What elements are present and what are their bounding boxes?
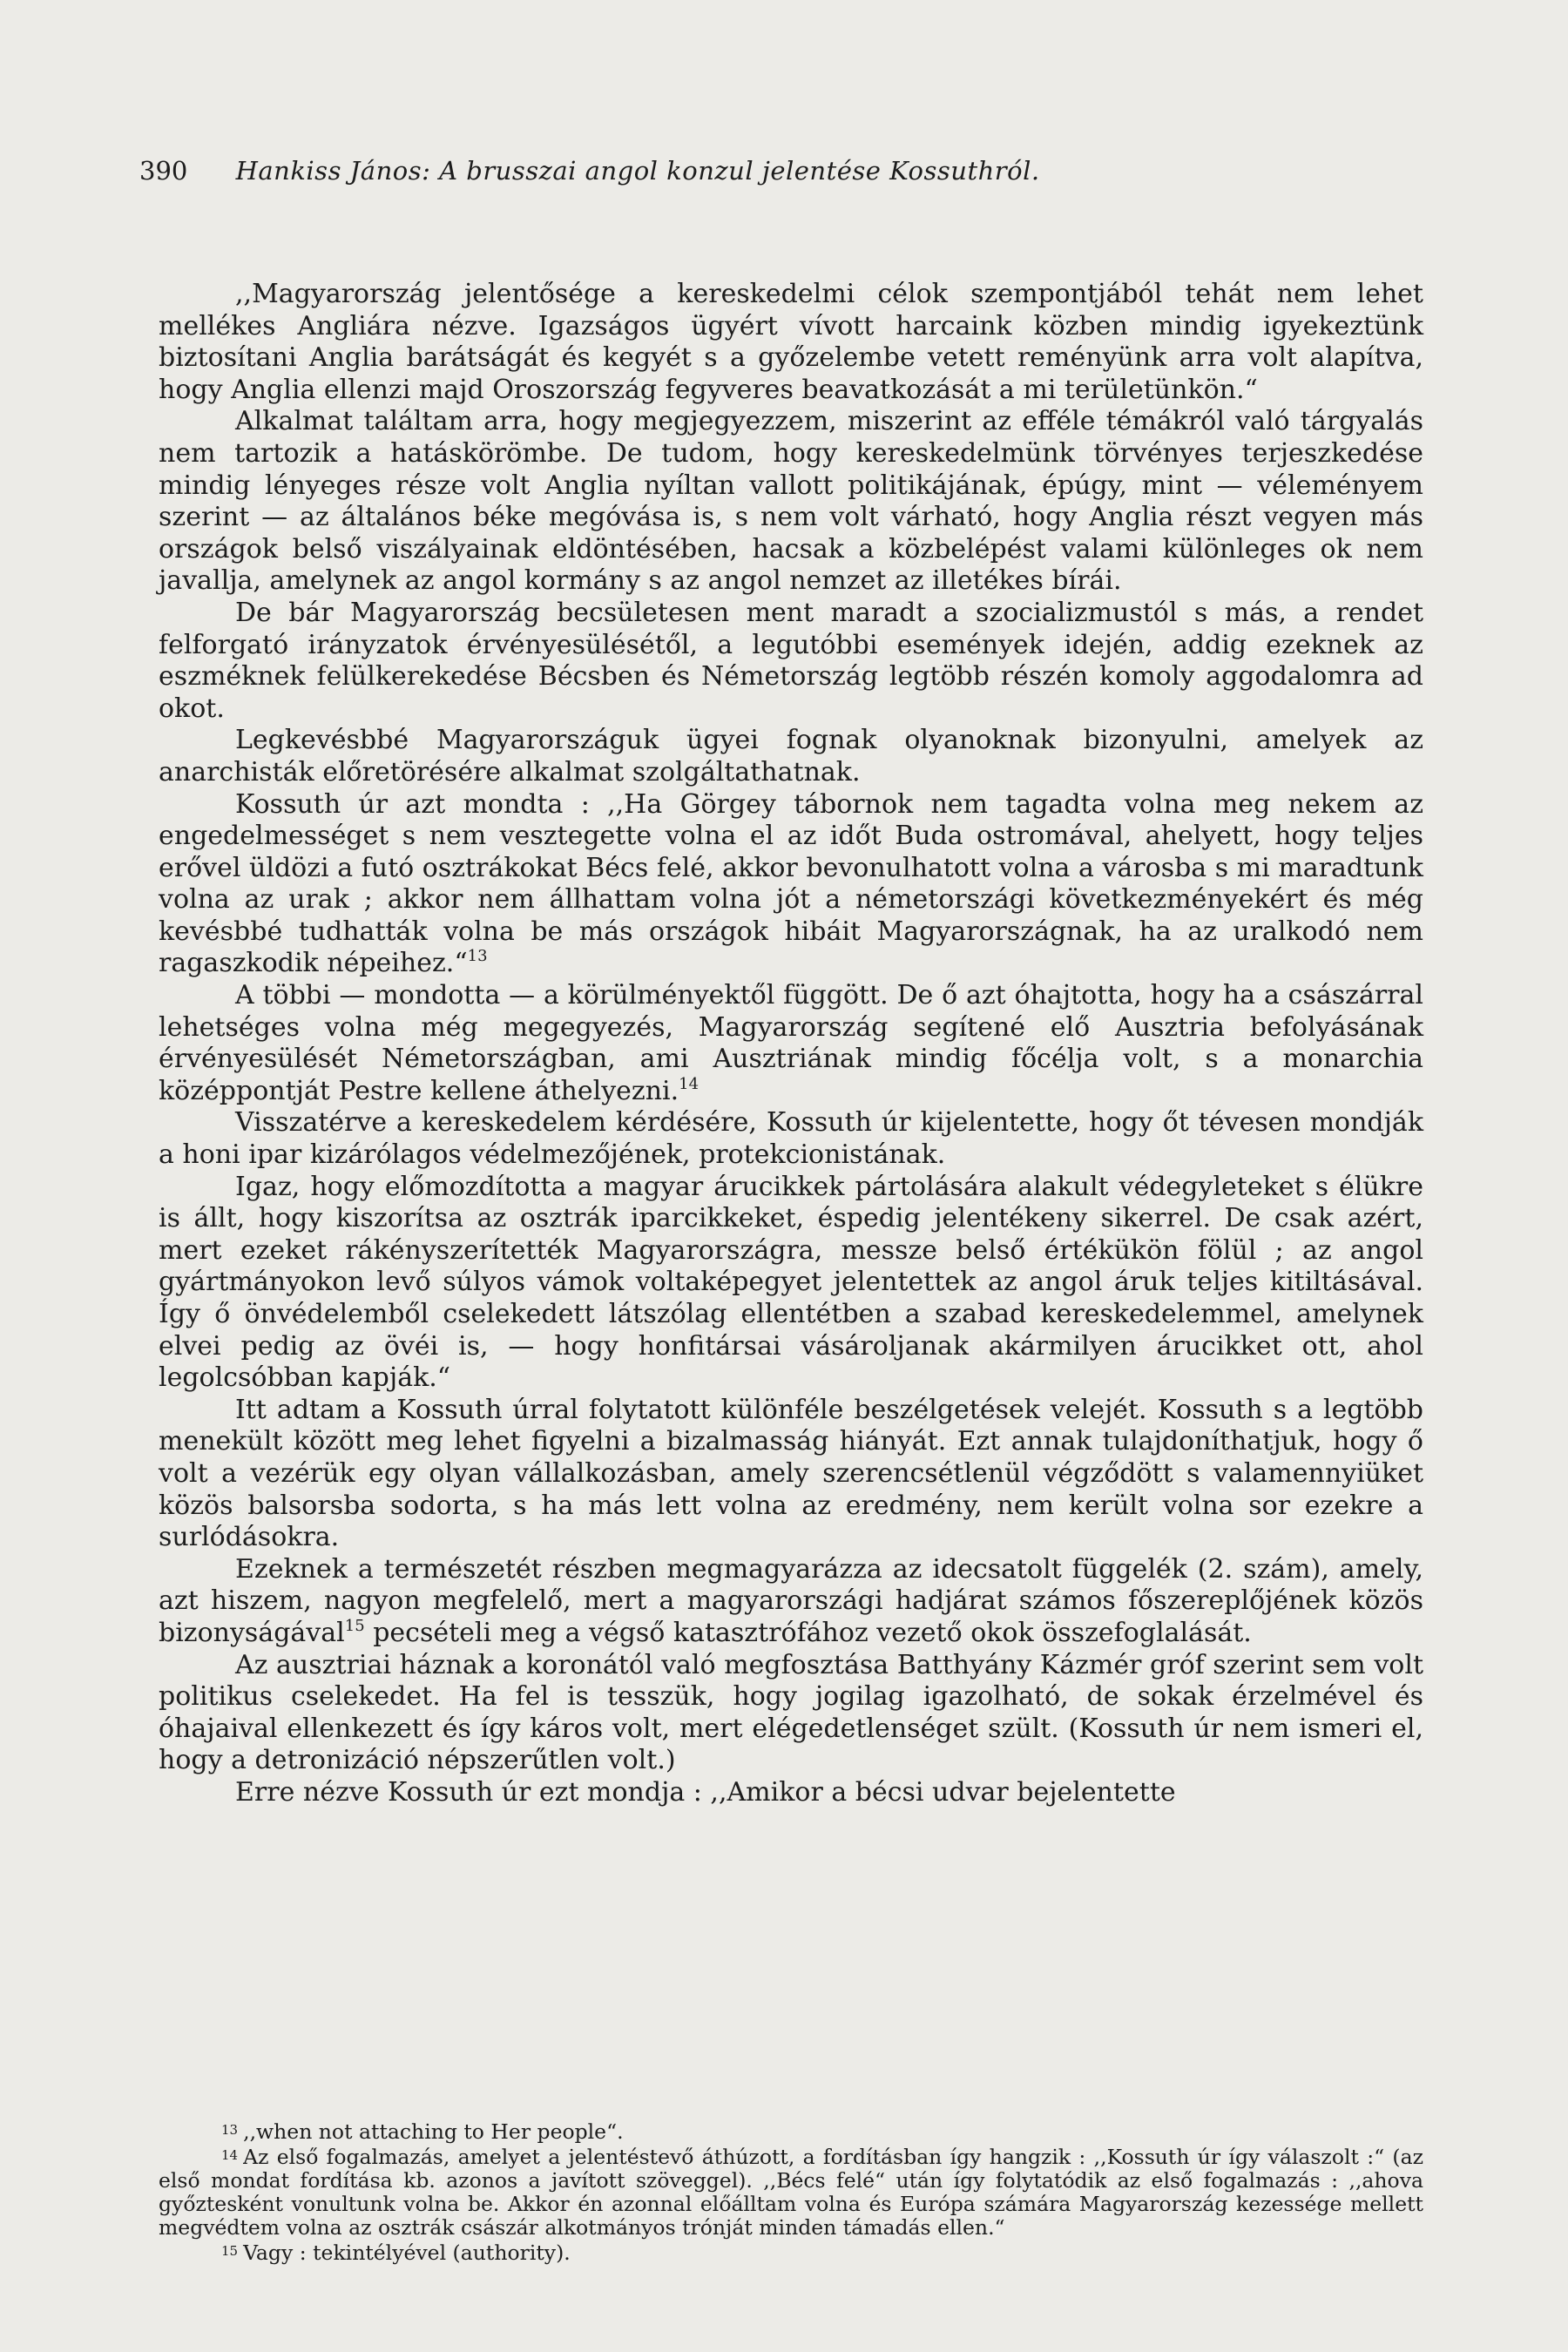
footnote-ref: 15	[344, 1616, 365, 1635]
footnote: $^{14}$ Az első fogalmazás, amelyet a jelentéstevő áthúzott, a fordításban így hangzik : ,,Kossuth úr így válaszolt :“ (az első mondat fordítása kb. azonos a javított szöveggel). ,,Bécs felé“ után így folytatódik az első fogalmazás : ,,ahova győztesként vonultunk volna be. Akkor én azonnal előálltam volna és Európa számára Magyarország kezessége mellett megvédtem volna az osztrák császár alkotmányos trónját minden támadás ellen.“	[159, 2145, 1423, 2240]
paragraph: Az ausztriai háznak a koronától való megfosztása Batthyány Kázmér gróf szerint sem volt politikus cselekedet. Ha fel is tesszük, hogy jogilag igazolható, de sokak érzelmével és óhajaival ellenkezett és így káros volt, mert elégedetlenséget szült. (Kossuth úr nem ismeri el, hogy a detronizáció népszerűtlen volt.)	[159, 1649, 1423, 1776]
page-number: 390	[139, 156, 188, 186]
footnote-ref: 14	[679, 1074, 700, 1093]
footnote-number: 14	[221, 2147, 239, 2163]
paragraph: Itt adtam a Kossuth úrral folytatott különféle beszélgetések velejét. Kossuth s a legtöbb menekült között meg lehet figyelni a bizalmasság hiányát. Ezt annak tulajdoníthatjuk, hogy ő volt a vezérük egy olyan vállalkozásban, amely szerencsétlenül végződött s valamennyiüket közös balsorsba sodorta, s ha más lett volna az eredmény, nem került volna sor ezekre a surlódásokra.	[159, 1394, 1423, 1553]
paragraph: A többi — mondotta — a körülményektől függött. De ő azt óhajtotta, hogy ha a császárral lehetséges volna még megegyezés, Magyarország segítené elő Ausztria befolyásának érvényesülését Németországban, ami Ausztriának mindig főcélja volt, s a monarchia középpontját Pestre kellene áthelyezni.$^{14}$	[159, 980, 1423, 1106]
footnote: $^{13}$ ,,when not attaching to Her people“.	[221, 2119, 624, 2144]
running-header	[139, 155, 1429, 186]
footnote-number: 15	[221, 2243, 239, 2259]
paragraph: Erre nézve Kossuth úr ezt mondja : ,,Amikor a bécsi udvar bejelentette	[235, 1776, 1176, 1808]
footnote: $^{15}$ Vagy : tekintélyével (authority).	[221, 2240, 571, 2265]
paragraph: Alkalmat találtam arra, hogy megjegyezzem, miszerint az efféle témákról való tárgyalás nem tartozik a hatáskörömbe. De tudom, hogy kereskedelmünk törvényes terjeszkedése mindig lényeges része volt Anglia nyíltan vallott politikájának, épúgy, mint — véleményem szerint — az általános béke megóvása is, s nem volt várható, hogy Anglia részt vegyen más országok belső viszályainak eldöntésében, hacsak a közbelépést valami különleges ok nem javallja, amelynek az angol kormány s az angol nemzet az illetékes bírái.	[159, 406, 1423, 597]
footnote-ref: 13	[467, 947, 488, 966]
paragraph: ,,Magyarország jelentősége a kereskedelmi célok szempontjából tehát nem lehet mellékes Angliára nézve. Igazságos ügyért vívott harcaink közben mindig igyekeztünk biztosítani Anglia barátságát és kegyét s a győzelembe vetett reményünk arra volt alapítva, hogy Anglia ellenzi majd Oroszország fegyveres beavatkozását a mi területünkön.“	[159, 279, 1423, 405]
paragraph: Ezeknek a természetét részben megmagyarázza az idecsatolt függelék (2. szám), amely, azt hiszem, nagyon megfelelő, mert a magyarországi hadjárat számos főszereplőjének közös bizonyságával$^{15}$ pecsételi meg a végső katasztrófához vezető okok összefoglalását.	[159, 1553, 1423, 1648]
main-text	[159, 279, 1423, 1809]
paragraph: Legkevésbbé Magyarországuk ügyei fognak olyanoknak bizonyulni, amelyek az anarchisták előretörésére alkalmat szolgáltathatnak.	[159, 725, 1423, 787]
paragraph: Igaz, hogy előmozdította a magyar árucikkek pártolására alakult védegyleteket s élükre is állt, hogy kiszorítsa az osztrák iparcikkeket, éspedig jelentékeny sikerrel. De csak azért, mert ezeket rákényszerítették Magyarországra, messze belső értékükön fölül ; az angol gyártmányokon levő súlyos vámok voltaképegyet jelentettek az angol áruk teljes kitiltásával. Így ő önvédelemből cselekedett látszólag ellentétben a szabad kereskedelemmel, amelynek elvei pedig az övéi is, — hogy honfitársai vásároljanak akármilyen árucikket ott, ahol legolcsóbban kapják.“	[159, 1171, 1423, 1394]
running-title: Hankiss János: A brusszai angol konzul jelentése Kossuthról.	[235, 156, 1040, 186]
paragraph: De bár Magyarország becsületesen ment maradt a szocializmustól s más, a rendet felforgató irányzatok érvényesülésétől, a legutóbbi események idején, addig ezeknek az eszméknek felülkerekedése Bécsben és Németország legtöbb részén komoly aggodalomra ad okot.	[159, 597, 1423, 724]
footnote-number: 13	[221, 2122, 239, 2138]
paragraph: Visszatérve a kereskedelem kérdésére, Kossuth úr kijelentette, hogy őt tévesen mondják a honi ipar kizárólagos védelmezőjének, protekcionistának.	[159, 1107, 1423, 1171]
footnotes	[159, 2119, 1423, 2265]
paragraph: Kossuth úr azt mondta : ,,Ha Görgey tábornok nem tagadta volna meg nekem az engedelmességet s nem vesztegette volna el az időt Buda ostromával, ahelyett, hogy teljes erővel üldözi a futó osztrákokat Bécs felé, akkor bevonulhatott volna a városba s mi maradtunk volna az urak ; akkor nem állhattam volna jót a németországi következményekért és még kevésbbé tudhatták volna be más országok hibáit Magyarországnak, ha az uralkodó nem ragaszkodik népeihez.“$^{13}$	[159, 788, 1423, 979]
